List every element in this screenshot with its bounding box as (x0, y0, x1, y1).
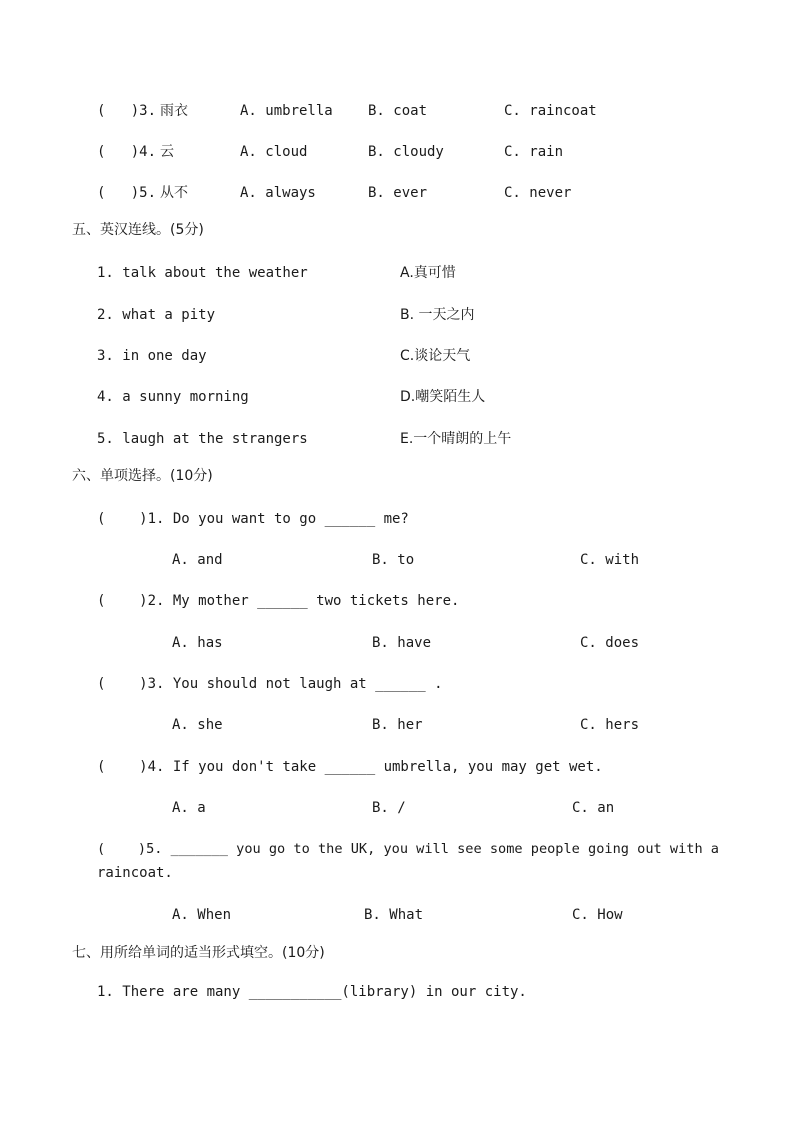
part6-q5-option-b: B. What (364, 907, 424, 923)
part6-q1-option-c: C. with (580, 552, 640, 568)
part4-q3-option-b: B. coat (368, 103, 428, 119)
part6-q4-stem: ( )4. If you don't take ______ umbrella, you may get wet. (97, 759, 603, 775)
part6-q4-option-c: C. an (572, 800, 615, 816)
part5-left-2: 2. what a pity (97, 307, 216, 323)
part6-q4-option-a: A. a (172, 800, 206, 816)
part4-q3-word: 雨衣 (160, 103, 188, 119)
part6-q5-stem-continued: raincoat. (97, 865, 173, 881)
part6-q4-option-b: B. / (372, 800, 406, 816)
part4-q5-word: 从不 (160, 185, 188, 201)
part5-right-b: B. 一天之内 (400, 307, 475, 323)
part5-left-1: 1. talk about the weather (97, 265, 308, 281)
part7-q1: 1. There are many ___________(library) in our city. (97, 984, 527, 1000)
part5-left-4: 4. a sunny morning (97, 389, 249, 405)
part7-title: 七、用所给单词的适当形式填空。(10分) (72, 945, 325, 961)
part4-q4-option-c: C. rain (504, 144, 564, 160)
part5-right-e: E.一个晴朗的上午 (400, 431, 512, 447)
part4-q3-number: ( )3. (97, 103, 157, 119)
part4-q4-option-a: A. cloud (240, 144, 308, 160)
part4-q4-option-b: B. cloudy (368, 144, 444, 160)
part5-left-3: 3. in one day (97, 348, 207, 364)
part5-right-c: C.谈论天气 (400, 348, 471, 364)
part6-q2-stem: ( )2. My mother ______ two tickets here. (97, 593, 460, 609)
part6-q3-option-a: A. she (172, 717, 223, 733)
part4-q5-option-c: C. never (504, 185, 572, 201)
part6-q2-option-a: A. has (172, 635, 223, 651)
part4-q3-option-a: A. umbrella (240, 103, 333, 119)
part5-left-5: 5. laugh at the strangers (97, 431, 308, 447)
part5-right-a: A.真可惜 (400, 265, 456, 281)
part6-q1-stem: ( )1. Do you want to go ______ me? (97, 511, 409, 527)
part6-q3-option-b: B. her (372, 717, 423, 733)
part6-q3-option-c: C. hers (580, 717, 640, 733)
part6-q5-option-a: A. When (172, 907, 232, 923)
part6-q5-option-c: C. How (572, 907, 623, 923)
part5-right-d: D.嘲笑陌生人 (400, 389, 486, 405)
part6-q5-stem: ( )5. _______ you go to the UK, you will see some people going out with a (97, 841, 719, 857)
part4-q4-number: ( )4. (97, 144, 157, 160)
part4-q3-option-c: C. raincoat (504, 103, 597, 119)
part5-title: 五、英汉连线。(5分) (72, 222, 204, 238)
part4-q5-option-b: B. ever (368, 185, 428, 201)
part4-q4-word: 云 (160, 144, 174, 160)
part4-q5-option-a: A. always (240, 185, 316, 201)
part4-q5-number: ( )5. (97, 185, 157, 201)
part6-q2-option-c: C. does (580, 635, 640, 651)
part6-q2-option-b: B. have (372, 635, 432, 651)
part6-title: 六、单项选择。(10分) (72, 468, 213, 484)
part6-q1-option-b: B. to (372, 552, 415, 568)
part6-q3-stem: ( )3. You should not laugh at ______ . (97, 676, 443, 692)
part6-q1-option-a: A. and (172, 552, 223, 568)
